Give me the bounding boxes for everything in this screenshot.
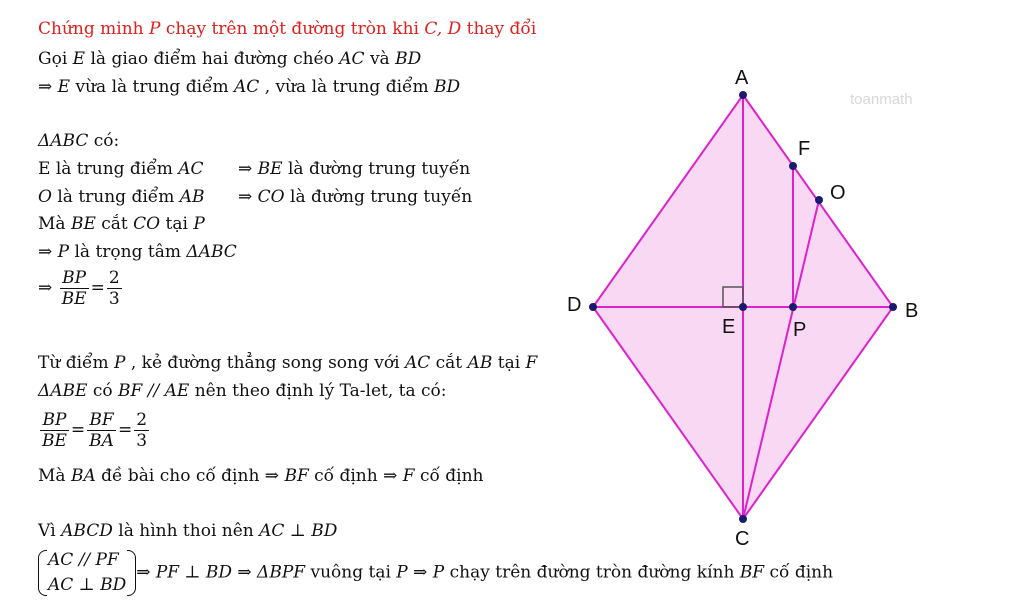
text: Mà xyxy=(38,214,71,234)
denominator: 3 xyxy=(108,289,120,309)
heading-text-3: thay đổi xyxy=(461,19,537,39)
text: là trung điểm xyxy=(51,187,180,207)
numerator: 2 xyxy=(108,268,120,288)
label-c: C xyxy=(735,528,750,550)
point-d xyxy=(589,303,597,311)
label-a: A xyxy=(735,67,749,89)
math: P xyxy=(114,353,126,373)
text: và xyxy=(364,49,396,69)
text: cố định xyxy=(414,466,484,486)
math: ΔABC xyxy=(186,242,237,262)
text: cố định xyxy=(764,562,834,583)
text: là giao điểm hai đường chéo xyxy=(85,49,340,69)
math: BD xyxy=(395,49,422,69)
math: O xyxy=(38,187,52,207)
text: Từ điểm xyxy=(38,353,114,373)
math: AC xyxy=(234,77,260,97)
math: AB xyxy=(467,353,493,373)
math: F xyxy=(525,353,538,373)
math: ΔABE xyxy=(38,381,88,401)
text: là đường trung tuyến xyxy=(284,187,473,207)
denominator: BA xyxy=(89,431,114,451)
text: Vì xyxy=(38,521,62,541)
label-b: B xyxy=(905,300,919,322)
math: AB xyxy=(179,187,205,207)
text: có xyxy=(87,381,119,401)
math: ΔABC xyxy=(38,131,89,151)
math: BF // AE xyxy=(118,381,190,401)
numerator: 2 xyxy=(136,410,148,430)
implies: ⇒ xyxy=(38,278,53,298)
math: CO xyxy=(133,214,161,234)
heading-text: Chứng minh xyxy=(38,19,149,39)
math: E xyxy=(52,77,71,97)
text: chạy trên đường tròn đường kính xyxy=(444,562,740,583)
math: ABCD xyxy=(61,521,113,541)
implies: ⇒ xyxy=(38,242,53,262)
math: BF xyxy=(739,562,765,583)
text: là hình thoi nên xyxy=(112,521,260,541)
equals: = xyxy=(90,278,105,298)
numerator: BP xyxy=(40,410,69,431)
heading-text-2: chạy trên một đường tròn khi xyxy=(160,19,425,39)
label-e: E xyxy=(722,316,736,338)
text: đề bài cho cố định ⇒ xyxy=(95,466,285,486)
point-o xyxy=(815,196,823,204)
text: vừa là trung điểm xyxy=(70,77,234,97)
text: cắt xyxy=(95,214,134,234)
math: BF xyxy=(284,466,309,486)
label-d: D xyxy=(567,294,582,316)
label-o: O xyxy=(830,182,846,204)
equals: = xyxy=(70,420,86,440)
math: BE xyxy=(70,214,96,234)
label-p: P xyxy=(793,319,807,341)
label-f: F xyxy=(798,138,811,160)
denominator: BE xyxy=(42,431,67,451)
math: F xyxy=(402,466,415,486)
math: E xyxy=(72,49,86,69)
math: ⇒ PF ⊥ BD ⇒ ΔBPF xyxy=(136,562,306,583)
numerator: BF xyxy=(87,410,116,431)
implies: ⇒ xyxy=(238,187,253,207)
point-b xyxy=(889,303,897,311)
math: BA xyxy=(70,466,96,486)
math: P xyxy=(193,214,205,234)
system-line-2: AC ⊥ BD xyxy=(48,575,127,595)
heading-cd: C, D xyxy=(424,19,462,39)
text: , vừa là trung điểm xyxy=(259,77,435,97)
text: là trọng tâm xyxy=(69,242,187,262)
math: AC xyxy=(339,49,365,69)
heading-p: P xyxy=(149,19,161,39)
text: vuông tại xyxy=(305,562,397,583)
text: Mà xyxy=(38,466,71,486)
text: là đường trung tuyến xyxy=(282,159,471,179)
text: , kẻ đường thẳng song song với xyxy=(125,353,405,373)
point-c xyxy=(739,515,747,523)
denominator: BE xyxy=(61,289,87,309)
text: nên theo định lý Ta-let, ta có: xyxy=(189,381,447,401)
math: P xyxy=(52,242,70,262)
implies: ⇒ xyxy=(38,77,53,97)
math: AC ⊥ BD xyxy=(259,521,338,541)
denominator: 3 xyxy=(136,431,148,451)
implies: ⇒ xyxy=(238,159,253,179)
equals: = xyxy=(117,420,133,440)
text: tại xyxy=(492,353,526,373)
point-a xyxy=(739,91,747,99)
point-p xyxy=(789,303,797,311)
text: cắt xyxy=(430,353,468,373)
text: Gọi xyxy=(38,49,73,69)
math: AC xyxy=(178,159,204,179)
numerator: BP xyxy=(60,268,89,289)
math: P ⇒ P xyxy=(396,562,445,583)
math: BE xyxy=(257,159,283,179)
point-e xyxy=(739,303,747,311)
math: BD xyxy=(434,77,461,97)
text: có: xyxy=(88,131,120,151)
math: AC xyxy=(404,353,431,373)
text: tại xyxy=(160,214,194,234)
point-f xyxy=(789,162,797,170)
text: cố định ⇒ xyxy=(308,466,403,486)
watermark: toanmath xyxy=(850,91,913,108)
system-line-1: AC // PF xyxy=(48,550,119,570)
math: CO xyxy=(257,187,285,207)
text: E là trung điểm xyxy=(38,159,179,179)
